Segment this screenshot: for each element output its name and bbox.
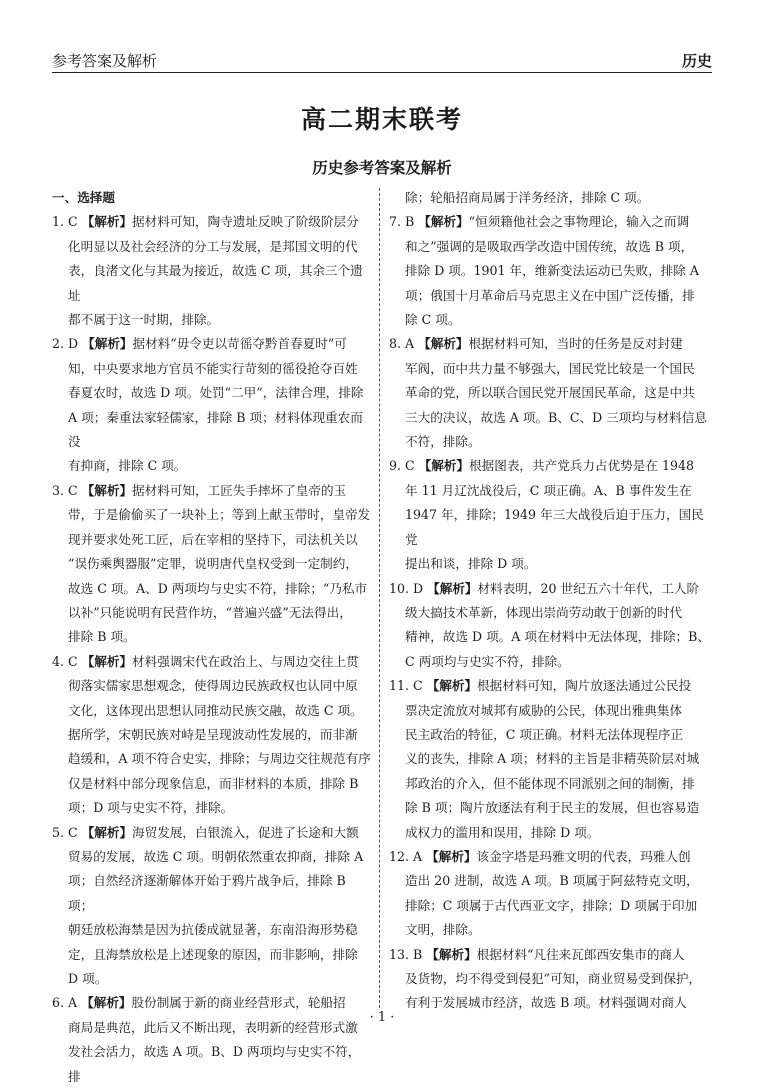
answer-text-line: 排除 D 项。1901 年，维新变法运动已失败，排除 A [405, 263, 699, 279]
analysis-tag: 【解析】 [82, 336, 133, 352]
answer-text-line: 1947 年，排除；1949 年三大战役后迫于压力，国民党 [405, 507, 704, 547]
answer-item [389, 332, 711, 454]
answer-item [389, 577, 711, 675]
answer-text: 据材料可知，工匠失手摔坏了皇帝的玉 [132, 482, 347, 498]
answer-choice: 4. C [52, 653, 82, 669]
answer-text-line: 及货物，均不得受到侵犯”可知，商业贸易受到保护， [405, 971, 702, 986]
answer-text-line: 项；自然经济逐渐解体开始于鸦片战争后，排除 B 项； [68, 873, 346, 913]
answer-text: 据材料可知，陶寺遗址反映了阶级阶层分 [132, 214, 359, 230]
answer-choice: 7. B [389, 214, 419, 230]
answer-text-line: 除；轮船招商局属于洋务经济，排除 C 项。 [405, 190, 650, 205]
answer-text-line: 项；D 项与史实不符，排除。 [68, 800, 234, 816]
answer-text-line: 现并要求处死工匠，后在宰相的坚持下，司法机关以 [68, 531, 358, 547]
answer-text-line: “误伤乘舆器服”定罪，说明唐代皇权受到一定制约， [68, 556, 358, 572]
answer-choice: 11. C [389, 678, 427, 694]
answer-text-line: 化明显以及社会经济的分工与发展，是邦国文明的代 [68, 238, 358, 254]
answer-choice: 13. B [389, 946, 427, 962]
answer-text-line: 邦政治的介入，但不能体现不同派别之间的制衡，排 [405, 775, 695, 791]
header-left-label: 参考答案及解析 [52, 52, 158, 70]
answer-text: 该金字塔是玛雅文明的代表，玛雅人创 [476, 848, 691, 864]
answer-first-line [52, 479, 372, 503]
answer-item [52, 991, 372, 1089]
answer-text: 根据图表，共产党兵力占优势是在 1948 [469, 458, 695, 474]
answer-first-line [52, 210, 372, 234]
answer-item [52, 821, 372, 992]
answer-text-line: 票决定流放对城邦有威胁的公民，体现出雅典集体 [405, 702, 683, 718]
answer-text-line: A 项；秦重法家轻儒家，排除 B 项；材料体现重农而没 [68, 409, 363, 450]
answer-text: 股份制属于新的商业经营形式，轮船招 [131, 995, 346, 1011]
answer-first-line [52, 332, 372, 356]
answer-item [52, 210, 372, 332]
left-column [52, 186, 372, 1089]
answer-text-line: 文化，这体现出思想认同推动民族交融，故选 C 项。 [68, 702, 363, 718]
answer-text-line: 仅是材料中部分现象信息，而非材料的本质，排除 B [68, 775, 359, 791]
analysis-tag: 【解析】 [81, 482, 133, 498]
answer-choice: 9. C [389, 458, 419, 474]
analysis-tag: 【解析】 [426, 678, 478, 694]
answer-text: 根据材料“凡往来瓦郎西安集市的商人 [476, 946, 685, 962]
answer-choice: 3. C [52, 482, 82, 498]
answer-item [389, 454, 711, 576]
analysis-tag: 【解析】 [418, 336, 469, 352]
page-title: 高二期末联考 [300, 105, 463, 134]
answer-first-line [389, 674, 711, 698]
answer-text-line: 级大搞技术革新，体现出崇尚劳动敢于创新的时代 [405, 604, 683, 620]
page-subtitle: 历史参考答案及解析 [312, 158, 452, 177]
answer-text-line: 商局是典范，此后又不断出现，表明新的经营形式激 [68, 1019, 358, 1035]
answer-choice: 6. A [52, 995, 82, 1011]
answer-text: “恒须籍他社会之事物理论，输入之而调 [468, 214, 690, 230]
answer-first-line [389, 332, 711, 356]
answer-text-line: 军阀，而中共力量不够强大，国民党比较是一个国民 [405, 360, 695, 376]
answer-first-line [389, 454, 711, 478]
answer-text-line: 定，且海禁放松是上述现象的原因，而非影响，排除 [68, 946, 358, 962]
answer-text-line: 年 11 月辽沈战役后，C 项正确。A、B 事件发生在 [405, 482, 692, 498]
analysis-tag: 【解析】 [427, 580, 478, 596]
answer-text-line: D 项。 [68, 971, 108, 986]
answer-choice: 1. C [52, 214, 82, 230]
answer-text-line: 有利于发展城市经济，故选 B 项。材料强调对商人 [405, 995, 687, 1011]
answer-text-line: 不符，排除。 [405, 434, 481, 450]
answer-text-line: C 两项均与史实不符，排除。 [405, 653, 570, 669]
answer-text: 材料表明，20 世纪五六十年代，工人阶 [477, 580, 700, 596]
answer-text-line: 以补”只能说明有民营作坊，“普遍兴盛”无法得出， [68, 604, 352, 620]
answer-choice: 10. D [389, 580, 428, 596]
answer-text-line: 排除 B 项。 [68, 629, 136, 645]
answer-text-line: 和之”强调的是吸取西学改造中国传统，故选 B 项， [405, 238, 694, 254]
answer-text-line: 除 C 项。 [405, 312, 461, 328]
answer-text-line: 彻落实儒家思想观念，使得周边民族政权也认同中原 [68, 678, 358, 694]
answer-first-line [52, 650, 372, 674]
answer-item [52, 479, 372, 650]
answer-text: 海贸发展，白银流入，促进了长途和大额 [132, 824, 359, 840]
right-column [389, 186, 711, 1016]
answer-text-line: 精神，故选 D 项。A 项在材料中无法体现，排除；B、 [405, 629, 710, 645]
answer-text-line: 革命的党，所以联合国民党开展国民革命，这是中共 [405, 385, 695, 401]
answer-text: 据材料“毋令吏以苛徭夺黔首春夏时”可 [132, 336, 347, 352]
answer-text-line: 除 B 项；陶片放逐法有利于民主的发展，但也容易造 [405, 800, 700, 816]
answer-item [389, 674, 711, 845]
answer-text-line: 义的丧失，排除 A 项；材料的主旨是非精英阶层对城 [405, 751, 700, 767]
section-heading: 一、选择题 [52, 190, 115, 205]
answer-text-line: 发社会活力，故选 A 项。B、D 两项均与史实不符，排 [68, 1044, 361, 1084]
answer-choice: 2. D [52, 336, 83, 352]
analysis-tag: 【解析】 [81, 995, 132, 1011]
answer-text-line: 据所学，宋朝民族对峙是呈现波动性发展的，而非渐 [68, 726, 358, 742]
column-divider [379, 188, 380, 1008]
analysis-tag: 【解析】 [81, 653, 133, 669]
answer-item [52, 332, 372, 478]
analysis-tag: 【解析】 [426, 848, 477, 864]
answer-item [389, 845, 711, 943]
answer-item [389, 210, 711, 332]
analysis-tag: 【解析】 [418, 458, 470, 474]
answer-text-line: 表，良渚文化与其最为接近，故选 C 项，其余三个遗址 [68, 263, 363, 303]
answer-first-line [389, 845, 711, 869]
answer-choice: 8. A [389, 336, 419, 352]
answer-item [389, 943, 711, 1016]
analysis-tag: 【解析】 [81, 824, 133, 840]
answer-text-line: 都不属于这一时期，排除。 [68, 312, 220, 328]
answer-text-line: 提出和谈，排除 D 项。 [405, 556, 537, 572]
analysis-tag: 【解析】 [426, 946, 477, 962]
answer-item [389, 186, 711, 210]
answer-choice: 5. C [52, 824, 82, 840]
answer-text-line: 朝廷放松海禁是因为抗倭成就显著，东南沿海形势稳 [68, 922, 358, 938]
answer-first-line [389, 577, 711, 601]
answer-text-line: 趋缓和，A 项不符合史实，排除；与周边交往规范有序 [68, 751, 371, 767]
answer-text: 根据材料可知，当时的任务是反对封建 [468, 336, 683, 352]
answer-first-line [389, 943, 711, 967]
answer-text-line: 贸易的发展，故选 C 项。明朝依然重农抑商，排除 A [68, 848, 364, 864]
answer-text-line: 春夏农时，故选 D 项。处罚“二甲”，法律合理，排除 [68, 385, 364, 401]
answer-text-line: 三大的决议，故选 A 项。B、C、D 三项均与材料信息 [405, 409, 707, 425]
answer-first-line [389, 210, 711, 234]
answer-text-line: 排除；C 项属于古代西亚文字，排除；D 项属于印加 [405, 897, 698, 913]
answer-choice: 12. A [389, 848, 427, 864]
answer-first-line [52, 821, 372, 845]
page-header [52, 44, 712, 73]
left-answers [52, 210, 372, 1089]
answer-text-line: 造出 20 进制，故选 A 项。B 项属于阿兹特克文明， [405, 873, 699, 889]
answer-text-line: 成权力的滥用和误用，排除 D 项。 [405, 824, 600, 840]
answer-text-line: 文明，排除。 [405, 922, 481, 938]
answer-text-line: 带，于是偷偷买了一块补上；等到上献玉带时，皇帝发 [68, 507, 371, 523]
header-subject-label: 历史 [681, 52, 712, 70]
right-answers [389, 186, 711, 1016]
analysis-tag: 【解析】 [81, 214, 133, 230]
answer-text-line: 民主政治的特征，C 项正确。材料无法体现程序正 [405, 726, 684, 742]
analysis-tag: 【解析】 [418, 214, 469, 230]
answer-text-line: 项；俄国十月革命后马克思主义在中国广泛传播，排 [405, 287, 695, 303]
answer-text: 根据材料可知，陶片放逐法通过公民投 [477, 678, 692, 694]
page-number: · 1 · [369, 1010, 395, 1025]
answer-text-line: 有抑商，排除 C 项。 [68, 458, 187, 474]
answer-text-line: 故选 C 项。A、D 两项均与史实不符，排除；“乃私市 [68, 580, 368, 596]
answer-text-line: 知，中央要求地方官员不能实行苛刻的徭役抢夺百姓 [68, 360, 358, 376]
answer-text: 材料强调宋代在政治上、与周边交往上贯 [132, 653, 359, 669]
answer-item [52, 650, 372, 821]
